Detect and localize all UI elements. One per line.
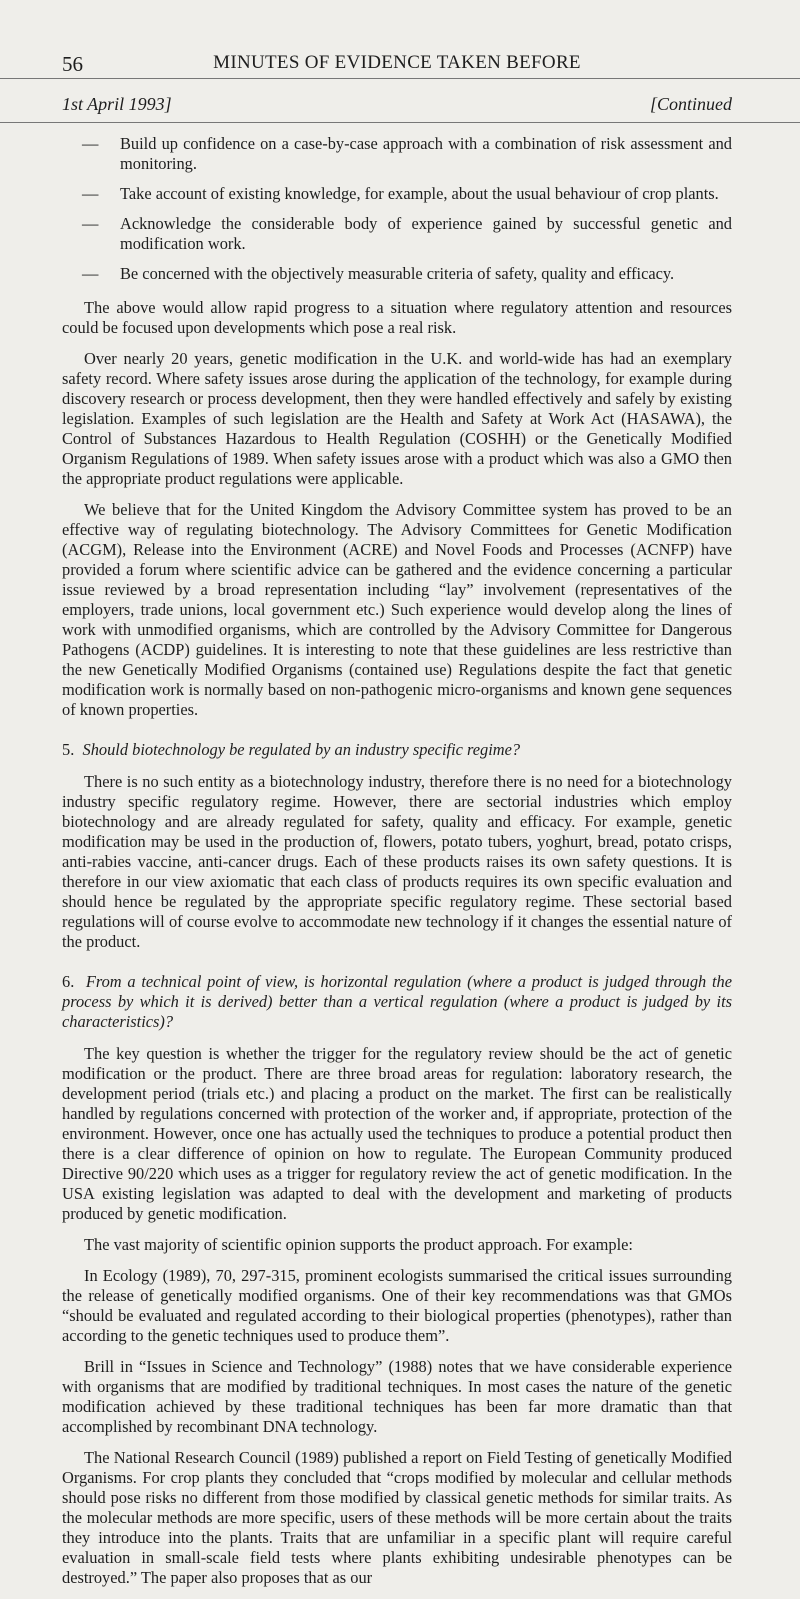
dash-marker: — [82,214,99,233]
question-heading [62,972,732,1032]
bullet-item [62,214,732,254]
session-date: 1st April 1993] [62,94,172,114]
date-line [62,72,732,116]
date-rule [0,122,800,123]
dash-marker: — [82,134,99,153]
paragraph: Over nearly 20 years, genetic modification in the U.K. and world-wide has had an exemplary safety record. Where safety issues arose during the application of the technology, for example during discovery research or process development, then they were handled effectively and safely by existing legislation. Examples of such legislation are the Health and Safety at Work Act (HASAWA), the Control of Substances Hazardous to Health Regulation (COSHH) or the Genetically Modified Organism Regulations of 1989. When safety issues arose with a product which was also a GMO then the appropriate product regulations were applicable. [62,349,732,488]
paragraph: The key question is whether the trigger for the regulatory review should be the act of genetic modification or the product. There are three broad areas for regulation: laboratory research, the development period (trials etc.) and placing a product on the market. The first can be realistically handled by regulations concerned with protection of the worker and, if appropriate, protection of the environment. However, once one has actually used the techniques to produce a potential product then there is a clear difference of opinion on how to regulate. The European Community produced Directive 90/220 which uses as a trigger for regulatory review the act of genetic modification. In the USA existing legislation was adapted to deal with the development and marketing of products produced by genetic modification. [62,1044,732,1223]
question-text: From a technical point of view, is horizontal regulation (where a product is judged through the process by which it is derived) better than a vertical regulation (where a product is judged by its characteristics)? [62,972,733,1031]
bullet-text: Be concerned with the objectively measurable criteria of safety, quality and efficacy. [120,264,675,283]
header-title: MINUTES OF EVIDENCE TAKEN BEFORE [213,52,581,73]
question-number: 5. [62,740,75,759]
bullet-text: Build up confidence on a case-by-case approach with a combination of risk assessment and monitoring. [120,134,732,173]
paragraph: We believe that for the United Kingdom the Advisory Committee system has proved to be an effective way of regulating biotechnology. The Advisory Committees for Genetic Modification (ACGM), Release into the Environment (ACRE) and Novel Foods and Processes (ACNFP) have provided a forum where scientific advice can be gathered and the evidence concerning a particular issue reviewed by a broad representation including “lay” involvement (representatives of the employers, trade unions, local government etc.) Such experience would develop along the lines of work with unmodified organisms, which are controlled by the Advisory Committee for Dangerous Pathogens (ACDP) guidelines. It is interesting to note that these guidelines are less restrictive than the new Genetically Modified Organisms (contained use) Regulations despite the fact that genetic modification work is normally based on non-pathogenic micro-organisms and known gene sequences of known properties. [62,500,732,719]
document-body [62,134,732,1599]
bullet-text: Take account of existing knowledge, for example, about the usual behaviour of crop plants. [120,184,719,203]
bullet-item [62,134,732,174]
paragraph: In Ecology (1989), 70, 297-315, prominent ecologists summarised the critical issues surrounding the release of genetically modified organisms. One of their key recommendations was that GMOs “should be evaluated and regulated according to their biological properties (phenotypes), rather than according to the genetic techniques used to produce them”. [62,1266,732,1345]
continued-label: [Continued [649,94,732,114]
question-number: 6. [62,972,75,991]
question-text: Should biotechnology be regulated by an industry specific regime? [82,740,521,759]
bullet-text: Acknowledge the considerable body of experience gained by successful genetic and modification work. [120,214,732,253]
page-number: 56 [62,52,83,76]
question-heading [62,740,732,760]
paragraph: The National Research Council (1989) published a report on Field Testing of genetically Modified Organisms. For crop plants they concluded that “crops modified by molecular and cellular methods should pose risks no different from those modified by classical genetic methods for similar traits. As the molecular methods are more specific, users of these methods will be more certain about the traits they introduce into the plants. Traits that are unfamiliar in a specific plant will require careful evaluation in small-scale field tests where plants exhibiting undesirable phenotypes can be destroyed.” The paper also proposes that as our [62,1448,732,1587]
running-header [62,0,732,76]
dash-marker: — [82,184,99,203]
paragraph: There is no such entity as a biotechnology industry, therefore there is no need for a biotechnology industry specific regulatory regime. However, there are sectorial industries which employ biotechnology and are already regulated for safety, quality and efficacy. For example, genetic modification may be used in the production of, flowers, potato tubers, yoghurt, bread, potato crisps, anti-rabies vaccine, anti-cancer drugs. Each of these products raises its own safety questions. It is therefore in our view axiomatic that each class of products requires its own specific evaluation and should hence be regulated by the appropriate specific regulatory regime. These sectorial based regulations will of course evolve to accommodate new technology if it changes the essential nature of the product. [62,772,732,951]
paragraph: The above would allow rapid progress to a situation where regulatory attention and resources could be focused upon developments which pose a real risk. [62,298,732,337]
bullet-item [62,264,732,284]
paragraph: The vast majority of scientific opinion supports the product approach. For example: [84,1235,633,1254]
bullet-item [62,184,732,204]
dash-marker: — [82,264,99,283]
paragraph: Brill in “Issues in Science and Technology” (1988) notes that we have considerable experience with organisms that are modified by traditional techniques. In most cases the nature of the genetic modification achieved by these traditional techniques has been far more dramatic than that accomplished by recombinant DNA technology. [62,1357,732,1436]
